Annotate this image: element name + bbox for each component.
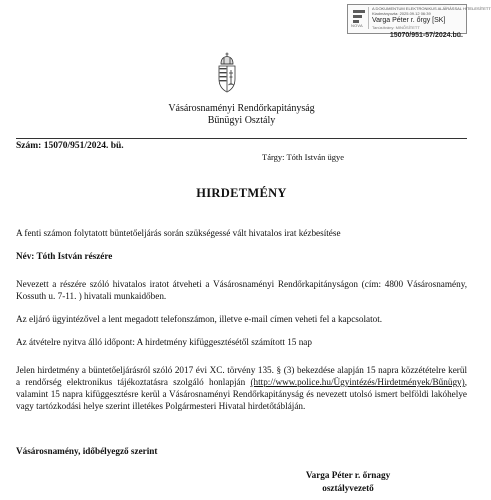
legal-text-before-link: Jelen hirdetmény a büntetőeljárásról szóló 2017 évi XC. törvény 135. § (3) bekezdése alapján 15 napra közzétételre kerül a rendőrség elektronikus tájékoztatásra szolgáló honlapján	[16, 365, 467, 387]
document-number: 15070/951-57/2024.bü.	[389, 32, 463, 39]
coat-of-arms-icon	[216, 52, 238, 94]
document-title: HIRDETMÉNY	[196, 186, 287, 200]
header-divider	[16, 138, 467, 139]
legal-text-after-link: , valamint 15 napra kifüggesztésre kerül a Vásárosnaményi Rendőrkapitányság és nevezett utolsó ismert belföldi lakóhelye vagy tartózkodási helye szerint illetékes Polgármesteri Hivatal hirdetőtábláján.	[16, 377, 467, 411]
electronic-signature-stamp	[347, 4, 491, 34]
signatory-name: Varga Péter r. őrnagy	[305, 470, 391, 480]
signature-logo-caption: NOVA	[351, 23, 363, 28]
signature-stamp-line4: Tanúsítvány: MINŐSÍTETT	[372, 25, 420, 30]
signatory-title: osztályvezető	[322, 483, 374, 493]
contact-paragraph: Az eljáró ügyintézővel a lent megadott telefonszámon, illetve e-mail címen veheti fel a kapcsolatot.	[16, 314, 383, 324]
deadline-paragraph: Az átvételre nyitva álló időpont: A hirdetmény kifüggesztésétől számított 15 nap	[16, 337, 312, 347]
case-subject: Tárgy: Tóth István ügye	[262, 152, 345, 162]
intro-paragraph: A fenti számon folytatott büntetőeljárás során szükségessé vált hivatalos irat kézbesítése	[16, 228, 341, 238]
authority-name: Vásárosnaményi Rendőrkapitányság	[168, 103, 315, 114]
signature-logo-icon	[350, 7, 369, 29]
signature-stamp-line2: Kiadmányozta: 2025.09.12 06:39	[372, 11, 431, 16]
department-name: Bűnügyi Osztály	[207, 115, 276, 126]
place-and-date: Vásárosnamény, időbélyegző szerint	[16, 446, 158, 456]
signature-stamp-signer: Varga Péter r. őrgy [SK]	[372, 17, 446, 24]
recipient-line: Név: Tóth István részére	[16, 251, 113, 261]
case-number: Szám: 15070/951/2024. bü.	[16, 141, 124, 151]
police-website-link[interactable]: (http://www.police.hu/Ügyintézés/Hirdetmények/Bűnügy)	[250, 377, 465, 387]
pickup-paragraph: Nevezett a részére szóló hivatalos iratot átveheti a Vásárosnaményi Rendőrkapitányságon (cím: 4800 Vásárosnamény, Kossuth u. 7-11. ) hivatali munkaidőben.	[16, 279, 467, 301]
signature-stamp-line1: A DOKUMENTUM ELEKTRONIKUS ALÁÍRÁSSAL HITELESÍTETT	[372, 6, 491, 11]
legal-basis-paragraph	[16, 364, 467, 412]
